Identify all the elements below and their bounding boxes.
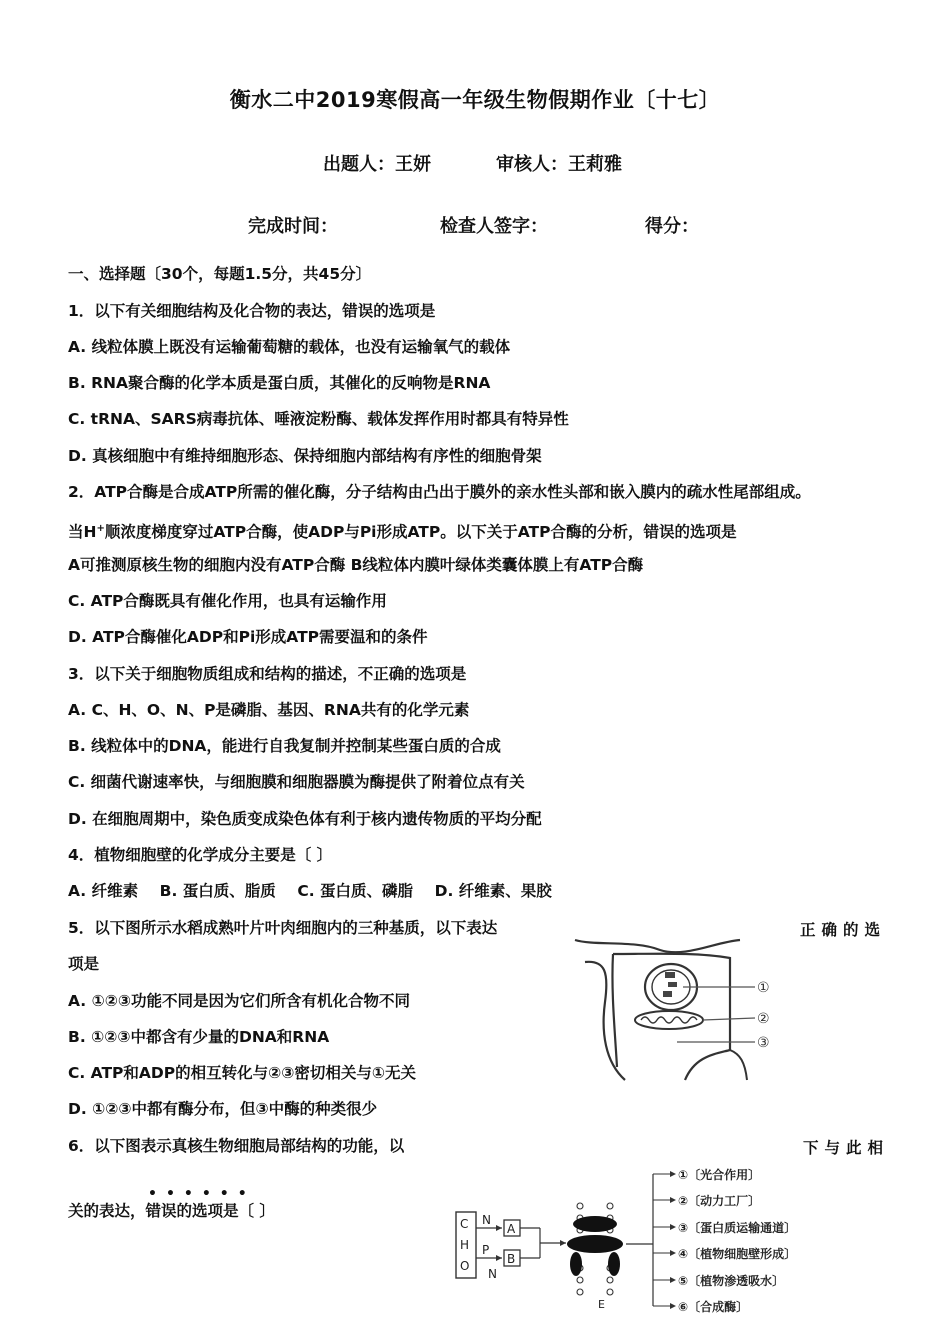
q3-option-b: B. 线粒体中的DNA，能进行自我复制并控制某些蛋白质的合成 [68,737,501,755]
section-heading: 一、选择题〔30个，每题1.5分，共45分〕 [68,265,372,283]
q1-option-a: A. 线粒体膜上既没有运输葡萄糖的载体，也没有运输氧气的载体 [68,338,511,356]
q6-label-e: E [598,1298,605,1311]
q5-label-1: ① [757,980,770,996]
q6-function-3: ③〔蛋白质运输通道〕 [678,1221,797,1235]
q5-option-b: B. ①②③中都含有少量的DNA和RNA [68,1028,330,1046]
completion-time-label: 完成时间： [248,216,338,237]
q6-label-n: N [482,1213,491,1227]
q2-option-ab: A可推测原核生物的细胞内没有ATP合酶 B线粒体内膜叶绿体类囊体膜上有ATP合酶 [68,556,644,574]
q6-box-b: B [507,1252,516,1266]
reviewer: 审核人：王莉雅 [496,154,622,175]
q5-cell-diagram [565,932,790,1082]
q2-stem: 2．ATP合酶是合成ATP所需的催化酶，分子结构由凸出于膜外的亲水性头部和嵌入膜内的疏水性尾部组成。 [68,483,811,501]
q6-element-o: O [460,1259,470,1273]
document-title: 衡水二中2019寒假高一年级生物假期作业〔十七〕 [229,88,721,112]
q6-function-6: ⑥〔合成酶〕 [678,1300,749,1314]
q2-stem-continued [68,519,736,542]
q2-option-d: D. ATP合酶催化ADP和Pi形成ATP需要温和的条件 [68,628,428,646]
q6-element-c: C [460,1217,469,1231]
q6-stem-continued: 关的表达，错误的选项是〔 〕 [68,1202,275,1220]
q2-superscript: + [96,523,105,534]
q5-option-c: C. ATP和ADP的相互转化与②③密切相关与①无关 [68,1064,416,1082]
q6-stem: 6．以下图表示真核生物细胞局部结构的功能，以 [68,1137,405,1155]
q5-stem: 5．以下图所示水稻成熟叶片叶肉细胞内的三种基质，以下表达 [68,919,498,937]
q5-label-3: ③ [757,1035,770,1051]
q6-function-5: ⑤〔植物渗透吸水〕 [678,1274,785,1288]
q1-option-b: B. RNA聚合酶的化学本质是蛋白质，其催化的反响物是RNA [68,374,491,392]
q3-option-c: C. 细菌代谢速率快，与细胞膜和细胞器膜为酶提供了附着位点有关 [68,773,525,791]
q6-function-4: ④〔植物细胞壁形成〕 [678,1247,797,1261]
q5-option-a: A. ①②③功能不同是因为它们所含有机化合物不同 [68,992,410,1010]
q1-option-d: D. 真核细胞中有维持细胞形态、保持细胞内部结构有序性的细胞骨架 [68,447,542,465]
q6-function-1: ①〔光合作用〕 [678,1168,761,1182]
q5-option-d: D. ①②③中都有酶分布，但③中酶的种类很少 [68,1100,378,1118]
q3-option-a: A. C、H、O、N、P是磷脂、基因、RNA共有的化学元素 [68,701,470,719]
q1-option-c: C. tRNA、SARS病毒抗体、唾液淀粉酶、载体发挥作用时都具有特异性 [68,410,569,428]
q5-label-2: ② [757,1011,770,1027]
q2-stem2-pre: 当H [68,523,97,542]
q6-box-a: A [507,1222,516,1236]
q5-stem-continued: 项是 [68,955,100,973]
q6-element-h: H [460,1238,470,1252]
author: 出题人：王妍 [323,154,431,175]
score-label: 得分： [645,216,699,237]
q3-stem: 3．以下关于细胞物质组成和结构的描述，不正确的选项是 [68,665,467,683]
q6-function-2: ②〔动力工厂〕 [678,1194,761,1208]
q6-stem-right: 下与此相 [803,1139,890,1157]
q4-options: A. 纤维素 B. 蛋白质、脂质 C. 蛋白质、磷脂 D. 纤维素、果胶 [68,882,552,900]
checker-sign-label: 检查人签字： [440,216,548,237]
q3-option-d: D. 在细胞周期中，染色质变成染色体有利于核内遗传物质的平均分配 [68,810,542,828]
q6-label-n2: N [488,1267,497,1281]
q5-stem-right: 正确的选 [800,921,887,939]
q1-stem: 1．以下有关细胞结构及化合物的表达，错误的选项是 [68,302,436,320]
q4-stem: 4．植物细胞壁的化学成分主要是〔 〕 [68,846,333,864]
q2-stem2-post: 顺浓度梯度穿过ATP合酶，使ADP与Pi形成ATP。以下关于ATP合酶的分析，错误的选项是 [104,523,737,542]
q6-emphasis-dots: •••••• [148,1186,256,1202]
q6-function-diagram [448,1160,808,1320]
q2-option-c: C. ATP合酶既具有催化作用，也具有运输作用 [68,592,387,610]
q6-label-p: P [482,1243,490,1257]
